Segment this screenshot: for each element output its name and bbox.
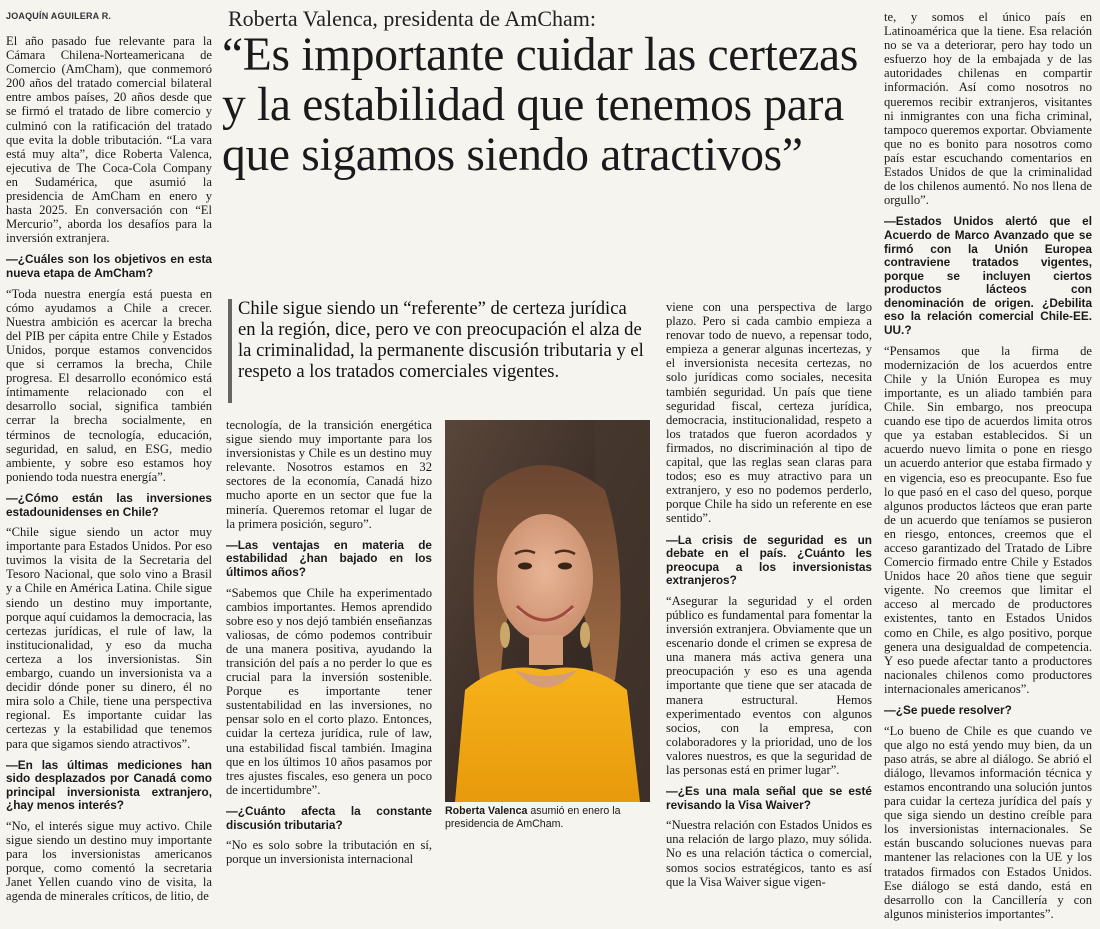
body-paragraph: “Sabemos que Chile ha experimentado cambios importantes. Hemos aprendido sobre eso y nos dejó también enseñanzas valiosas, de cómo podemos contribuir de una manera positiva, ayudando la transición del país a no perder lo que es crucial para la inversión sostenible. Porque es importante tener sustentabilidad en las inversiones, no pensar solo en el corto plazo. Entonces, cuidar la certeza jurídica, rule of law, una estabilidad fiscal también. Imagina que en los últimos 10 años pasamos por tres ajustes fiscales, eso genera un poco de incertidumbre”. <box>226 585 432 797</box>
body-paragraph: “Asegurar la seguridad y el orden público es fundamental para fomentar la inversión extranjera. Obviamente que un escenario donde el crimen se expresa de una manera más activa genera una preocupación y eso es una agenda importante que tiene que ser atacada de manera estructural. Hemos experimentado eventos con algunos socios, con la empresa, con colaboradores y la prioridad, uno de los valores nuestros, es que la seguridad de las personas está en primer lugar”. <box>666 593 872 777</box>
article-headline: “Es importante cuidar las certezas y la estabilidad que tenemos para que sigamos siendo atractivos” <box>222 29 859 181</box>
body-paragraph: “Toda nuestra energía está puesta en cómo ayudamos a Chile a crecer. Nuestra ambición es acercar la brecha del PIB per cápita entre Chile y Estados Unidos, porque estamos convencidos que si cerramos la brecha, Chile progresa. El desarrollo económico está íntimamente relacionado con el desarrollo social, significa también cerrar la brecha socialmente, en términos de tecnología, educación, seguridad, en salud, en ESG, medio ambiente, y sobre eso estamos hoy poniendo toda nuestra energía”. <box>6 286 212 484</box>
body-paragraph: viene con una perspectiva de largo plazo. Pero si cada cambio empieza a renovar todo de nuevo, a repensar todo, empieza a generar algunas incertezas, y el inversionista necesita certezas, no solo jurídicas como sociales, necesita también seguridad. Un país que tiene seguridad fiscal, certeza jurídica, democracia, institucionalidad, respeto a los tratados que fueron acordados y firmados, no discriminación al tipo de capital, que las reglas sean claras para todos; eso es muy atractivo para un extranjero, y eso no podemos perderlo, porque Chile ha sido un referente en ese sentido”. <box>666 300 872 526</box>
byline: JOAQUÍN AGUILERA R. <box>6 11 112 21</box>
interview-question: —La crisis de seguridad es un debate en el país. ¿Cuánto les preocupa a los inversionistas extranjeros? <box>666 532 872 588</box>
body-paragraph: “Pensamos que la firma de modernización de los acuerdos entre Chile y la Unión Europea es muy importante, es un aliado también para Chile. Sin embargo, nos preocupa cuando ese tipo de acuerdos limita otros que ya estaban establecidos. Si un acuerdo nuevo limita o pone en riesgo un acuerdo anterior que estaba firmado y en vigencia, eso es preocupante. Eso fue lo que pasó en el caso del queso, porque algunos productos lácteos que eran parte de un acuerdo que teníamos se pusieron en riesgo, entonces, creemos que el acceso garantizado del Tratado de Libre Comercio firmado entre Chile y Estados Unidos hace 20 años tiene que seguir vigente. No creemos que limitar el acceso al mercado de productores existentes, tanto en Estados Unidos como en Chile, es algo positivo, porque genera una desigualdad de competencia. Y eso puede afectar tanto a productores nacionales chilenos como productores internacionales americanos”. <box>884 343 1092 696</box>
interview-question: —¿Es una mala señal que se esté revisando la Visa Waiver? <box>666 784 872 812</box>
interview-question: —¿Se puede resolver? <box>884 703 1012 717</box>
body-paragraph: “Lo bueno de Chile es que cuando ve que algo no está yendo muy bien, da un paso atrás, se abre al diálogo. Se abrió el diálogo, llevamos información técnica y estamos encontrando una solución juntos para cuidar la certeza jurídica del país y que siga siendo un destino creíble para los inversionistas internacionales. Se están buscando soluciones nuevas para mantener las relaciones con la UE y los tratados firmados con Estados Unidos. Ese diálogo se está dando, está en desarrollo con la Cancillería y con algunos ministerios importantes”. <box>884 723 1092 921</box>
body-paragraph: El año pasado fue relevante para la Cámara Chilena-Norteamericana de Comercio (AmCham), que conmemoró 200 años del tratado comercial bilateral entre ambos países, 20 años desde que se firmó el tratado de libre comercio y culminó con la ratificación del tratado que evita la doble tributación. “La vara está muy alta”, dice Roberta Valenca, ejecutiva de The Coca-Cola Company en Sudamérica, que asumió la presidencia de AmCham en enero y hasta 2025. En conversación con “El Mercurio”, aborda los desafíos para la inversión extranjera. <box>6 34 212 246</box>
photo-caption <box>445 805 655 831</box>
interview-question: —¿Cuánto afecta la constante discusión tributaria? <box>226 803 432 832</box>
article-deck: Chile sigue siendo un “referente” de certeza jurídica en la región, dice, pero ve con preocupación el alza de la criminalidad, la permanente discusión tributaria y el respeto a los tratados comerciales vigentes. <box>238 298 644 382</box>
article-kicker: Roberta Valenca, presidenta de AmCham: <box>228 6 596 31</box>
body-paragraph: tecnología, de la transición energética sigue siendo muy importante para los inversionistas y Chile es un destino muy relevante. Nosotros estamos en 32 sectores de la economía, Canadá hizo mucho aporte en un sector que fue la minería. Queremos retomar el lugar de la primera posición, seguro”. <box>226 418 432 531</box>
interview-question: —Estados Unidos alertó que el Acuerdo de Marco Avanzado que se firmó con la Unión Europea contraviene tratados vigentes, porque se incluyen ciertos productos lácteos con denominación de origen. ¿Debilita eso la relación comercial Chile-EE. UU.? <box>884 214 1092 338</box>
interview-question: —En las últimas mediciones han sido desplazados por Canadá como principal inversionista extranjero, ¿hay menos interés? <box>6 757 212 813</box>
body-paragraph: te, y somos el único país en Latinoamérica que la tiene. Esa relación no se va a deteriorar, pero hay todo un esfuerzo hoy de la embajada y de las autoridades chilenas en compartir información. Así como nosotros no queremos recibir extranjeros, visitantes ni inmigrantes con una ficha criminal, tampoco queremos exportar. Obviamente que no es bonito para nosotros como país estar escuchando comentarios en Estados Unidos de que la criminalidad de los chilenos aumentó. No nos llena de orgullo”. <box>884 10 1092 208</box>
interview-question: —¿Cuáles son los objetivos en esta nueva etapa de AmCham? <box>6 252 212 280</box>
interview-question: —¿Cómo están las inversiones estadounidenses en Chile? <box>6 490 212 519</box>
interview-question: —Las ventajas en materia de estabilidad ¿han bajado en los últimos años? <box>226 537 432 579</box>
portrait-image <box>445 420 650 802</box>
caption-text: asumió en enero la presidencia de AmCham. <box>445 805 621 830</box>
body-paragraph: “No, el interés sigue muy activo. Chile sigue siendo un destino muy importante para los inversionistas americanos porque, como comentó la secretaria Janet Yellen cuando vino de visita, la agenda de minerales críticos, de litio, de <box>6 818 212 904</box>
body-paragraph: “Chile sigue siendo un actor muy importante para Estados Unidos. Por eso tuvimos la visita de la Secretaria del Tesoro Nacional, que solo vino a Brasil y a Chile en América Latina. Chile sigue siendo un destino muy importante, porque aquí cuidamos la democracia, las certezas jurídicas, el rule of law, la institucionalidad, y eso da mucha certeza a los inversionistas. Sin embargo, cuando un inversionista va a decidir dónde poner su dinero, él no mira solo a Chile, tiene una perspectiva regional. Es importante cuidar las certezas y la estabilidad que tenemos para que sigamos siendo atractivos”. <box>6 525 212 751</box>
column-2 <box>226 418 432 874</box>
column-1 <box>6 34 212 912</box>
body-paragraph: “No es solo sobre la tributación en sí, porque un inversionista internacional <box>226 838 432 867</box>
column-3 <box>666 300 872 897</box>
deck-rule <box>228 299 232 403</box>
caption-name: Roberta Valenca <box>445 805 528 817</box>
column-4 <box>884 10 1092 929</box>
body-paragraph: “Nuestra relación con Estados Unidos es una relación de largo plazo, muy sólida. No es una relación táctica o comercial, somos socios estratégicos, tanto es así que la Visa Waiver sigue vigen- <box>666 818 872 889</box>
portrait-photo <box>445 420 650 802</box>
